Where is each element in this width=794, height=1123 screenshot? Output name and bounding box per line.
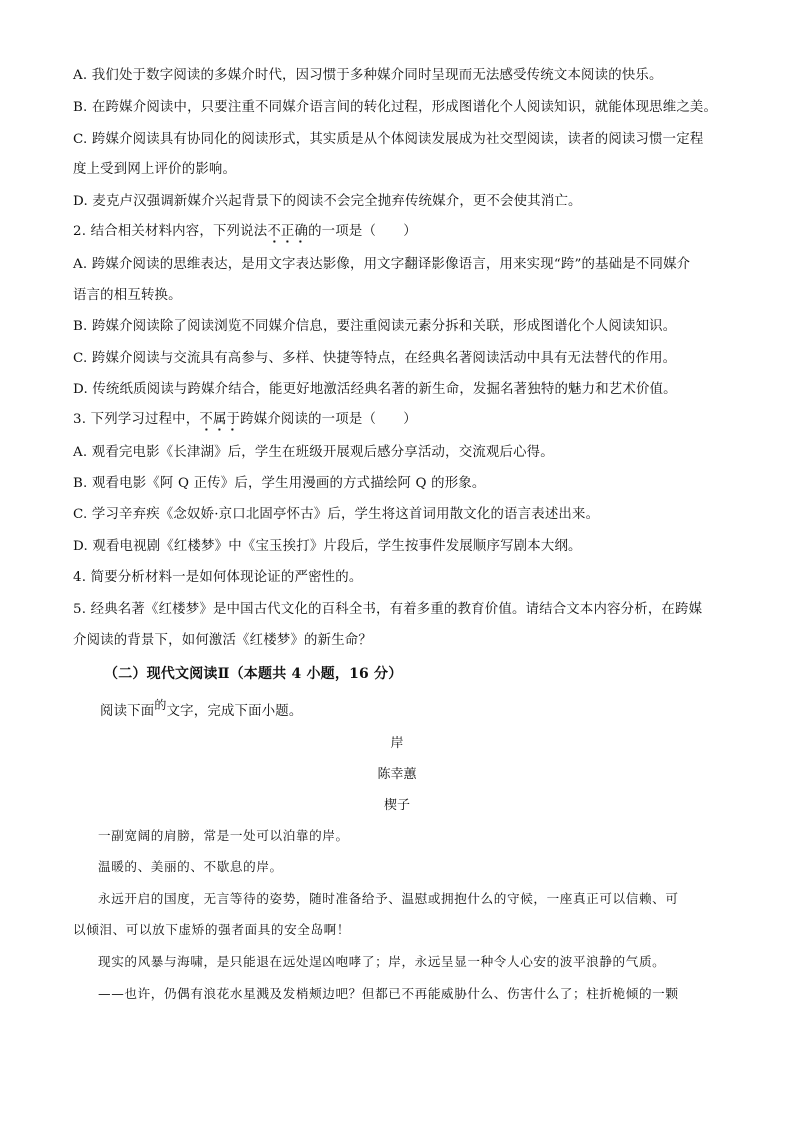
essay-paragraph-1: 一副宽阔的肩膀，常是一处可以泊靠的岸。 xyxy=(98,828,349,843)
q2-stem-pre: 2. 结合相关材料内容，下列说法 xyxy=(73,224,268,239)
section2-heading: （二）现代文阅读Ⅱ（本题共 4 小题，16 分） xyxy=(104,666,403,682)
q3-stem-emphasis: 不属于 xyxy=(199,412,241,427)
q2-option-d: D. 传统纸质阅读与跨媒介结合，能更好地激活经典名著的新生命，发掘名著独特的魅力和艺术价值。 xyxy=(73,382,677,397)
q4-stem: 4. 简要分析材料一是如何体现论证的严密性的。 xyxy=(73,570,363,585)
q3-option-b: B. 观看电影《阿 Q 正传》后，学生用漫画的方式描绘阿 Q 的形象。 xyxy=(73,476,486,491)
q1-option-a: A. 我们处于数字阅读的多媒介时代，因习惯于多种媒介同时呈现而无法感受传统文本阅读的快乐。 xyxy=(73,68,663,83)
q1-option-d: D. 麦克卢汉强调新媒介兴起背景下的阅读不会完全抛弃传统媒介，更不会使其消亡。 xyxy=(73,194,582,209)
q2-option-a-line2: 语言的相互转换。 xyxy=(73,288,182,303)
essay-title: 岸 xyxy=(390,736,404,751)
essay-paragraph-4: 现实的风暴与海啸，是只能退在远处逞凶咆哮了；岸，永远呈显一种令人心安的波平浪静的气质。 xyxy=(98,954,666,969)
q3-option-a: A. 观看完电影《长津湖》后，学生在班级开展观后感分享活动，交流观后心得。 xyxy=(73,445,554,460)
essay-paragraph-3-line1: 永远开启的国度，无言等待的姿势，随时准备给予、温慰或拥抱什么的守候，一座真正可以信赖、可 xyxy=(98,891,679,906)
essay-paragraph-2: 温暖的、美丽的、不歇息的岸。 xyxy=(98,859,283,874)
section2-instruction xyxy=(100,698,303,722)
q3-stem-pre: 3. 下列学习过程中， xyxy=(73,412,200,427)
instruction-pre: 阅读下面 xyxy=(100,704,155,719)
essay-paragraph-3-line2: 以倾泪、可以放下虚矫的强者面具的安全岛啊！ xyxy=(73,922,351,937)
q1-option-b: B. 在跨媒介阅读中，只要注重不同媒介语言间的转化过程，形成图谱化个人阅读知识，就能体现思维之美。 xyxy=(73,100,718,115)
q5-line1: 5. 经典名著《红楼梦》是中国古代文化的百科全书，有着多重的教育价值。请结合文本内容分析，在跨媒 xyxy=(73,602,703,617)
q1-option-c-line2: 度上受到网上评价的影响。 xyxy=(73,162,237,177)
q3-stem-post: 跨媒介阅读的一项是（ ） xyxy=(240,412,417,427)
q2-option-a-line1: A. 跨媒介阅读的思维表达，是用文字表达影像，用文字翻译影像语言，用来实现“跨”的基础是不同媒介 xyxy=(73,257,691,272)
q3-stem xyxy=(73,410,417,430)
q2-stem xyxy=(73,222,417,242)
q2-option-b: B. 跨媒介阅读除了阅读浏览不同媒介信息，要注重阅读元素分拆和关联，形成图谱化个人阅读知识。 xyxy=(73,319,677,334)
q2-stem-emphasis: 不正确 xyxy=(267,224,309,239)
instruction-post: 文字，完成下面小题。 xyxy=(166,704,303,719)
instruction-sup: 的 xyxy=(154,698,167,712)
q2-stem-post: 的一项是（ ） xyxy=(308,224,417,239)
essay-author: 陈幸蕙 xyxy=(377,767,417,782)
q5-line2: 介阅读的背景下，如何激活《红楼梦》的新生命？ xyxy=(73,633,372,648)
q1-option-c-line1: C. 跨媒介阅读具有协同化的阅读形式，其实质是从个体阅读发展成为社交型阅读，读者的阅读习惯一定程 xyxy=(73,132,704,147)
q3-option-d: D. 观看电视剧《红楼梦》中《宝玉挨打》片段后，学生按事件发展顺序写剧本大纲。 xyxy=(73,539,582,554)
essay-paragraph-5: ——也许，仍偶有浪花水星溅及发梢颊边吧？但都已不再能威胁什么、伤害什么了；柱折桅倾的一颗 xyxy=(98,986,679,1001)
essay-subtitle: 楔子 xyxy=(383,798,410,813)
q2-option-c: C. 跨媒介阅读与交流具有高参与、多样、快捷等特点，在经典名著阅读活动中具有无法替代的作用。 xyxy=(73,351,677,366)
q3-option-c: C. 学习辛弃疾《念奴娇·京口北固亭怀古》后，学生将这首词用散文化的语言表述出来。 xyxy=(73,507,600,522)
